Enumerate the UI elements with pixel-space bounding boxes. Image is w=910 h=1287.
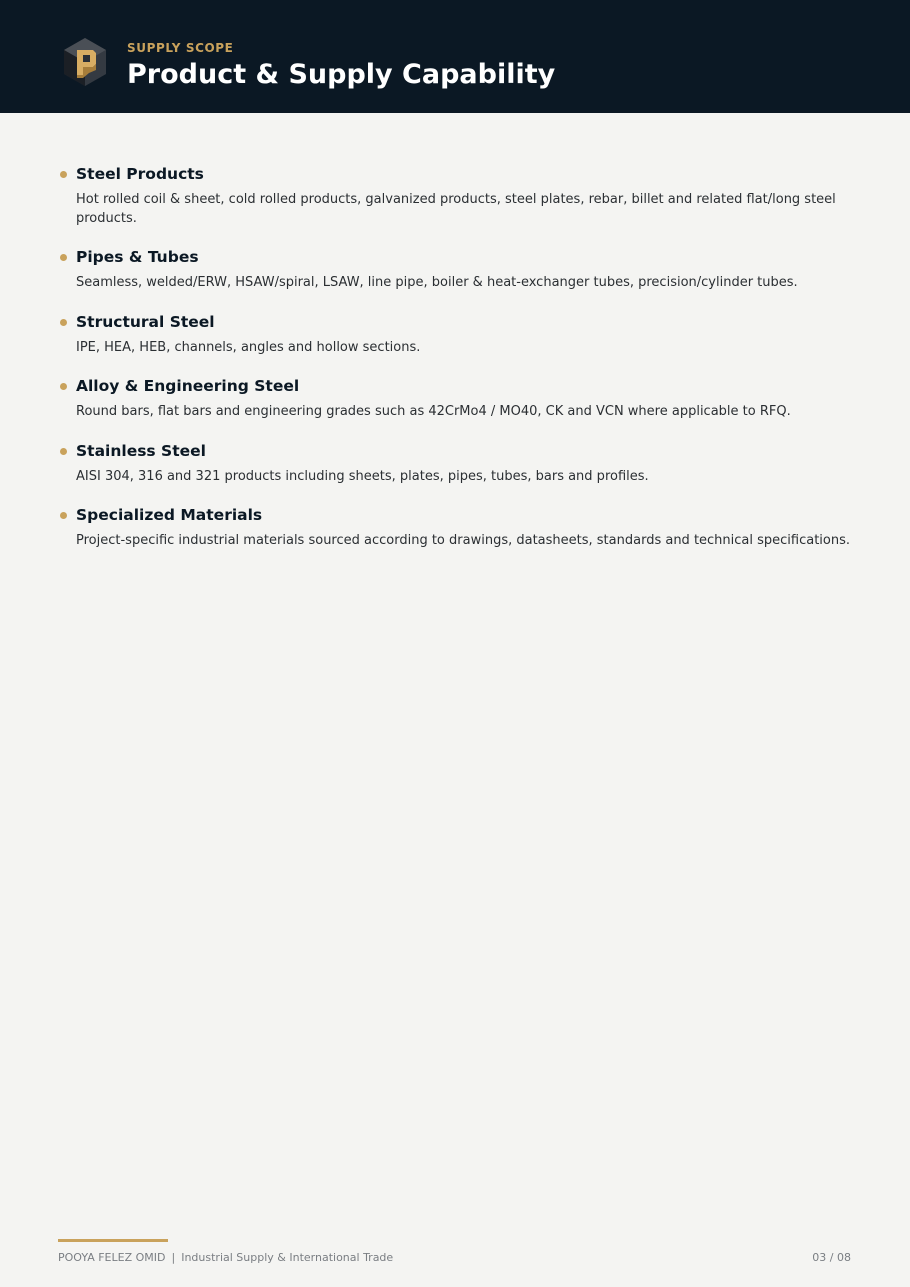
item-description: AISI 304, 316 and 321 products including sheets, plates, pipes, tubes, bars and profiles. xyxy=(76,468,649,484)
list-item xyxy=(58,164,838,228)
item-description: Project-specific industrial materials sourced according to drawings, datasheets, standards and technical specifications. xyxy=(76,533,851,548)
list-item xyxy=(58,247,838,293)
hexagon-p-logo-icon xyxy=(62,37,108,87)
bullet-dot-icon xyxy=(60,448,67,455)
page-number: 03 / 08 xyxy=(812,1251,851,1264)
item-title: Specialized Materials xyxy=(76,506,263,524)
item-description: IPE, HEA, HEB, channels, angles and hollow sections. xyxy=(76,339,421,355)
bullet-dot-icon xyxy=(60,254,67,261)
page-header xyxy=(0,0,910,113)
item-title: Structural Steel xyxy=(76,312,215,331)
list-item xyxy=(58,441,838,487)
item-title: Alloy & Engineering Steel xyxy=(76,377,300,395)
item-description: Seamless, welded/ERW, HSAW/spiral, LSAW, line pipe, boiler & heat-exchanger tubes, precision/cylinder tubes. xyxy=(76,275,798,290)
item-title: Stainless Steel xyxy=(76,441,206,460)
bullet-dot-icon xyxy=(60,319,67,326)
footer-company-name: POOYA FELEZ OMID xyxy=(58,1251,166,1264)
list-item xyxy=(58,505,851,551)
list-item xyxy=(58,376,838,422)
footer-divider xyxy=(58,1239,168,1242)
item-title: Pipes & Tubes xyxy=(76,248,199,266)
item-title: Steel Products xyxy=(76,165,204,183)
item-description: Round bars, flat bars and engineering grades such as 42CrMo4 / MO40, CK and VCN where applicable to RFQ. xyxy=(76,404,791,419)
footer-tagline: Industrial Supply & International Trade xyxy=(181,1251,394,1264)
footer-company xyxy=(58,1251,393,1264)
footer-separator: | xyxy=(171,1251,176,1264)
item-description: Hot rolled coil & sheet, cold rolled products, galvanized products, steel plates, rebar, billet and related flat/long steel products. xyxy=(76,192,836,226)
page-title: Product & Supply Capability xyxy=(127,59,556,90)
bullet-dot-icon xyxy=(60,512,67,519)
bullet-dot-icon xyxy=(60,171,67,178)
list-item xyxy=(58,312,838,358)
section-eyebrow: SUPPLY SCOPE xyxy=(127,41,234,55)
bullet-dot-icon xyxy=(60,383,67,390)
capability-list xyxy=(58,164,851,551)
